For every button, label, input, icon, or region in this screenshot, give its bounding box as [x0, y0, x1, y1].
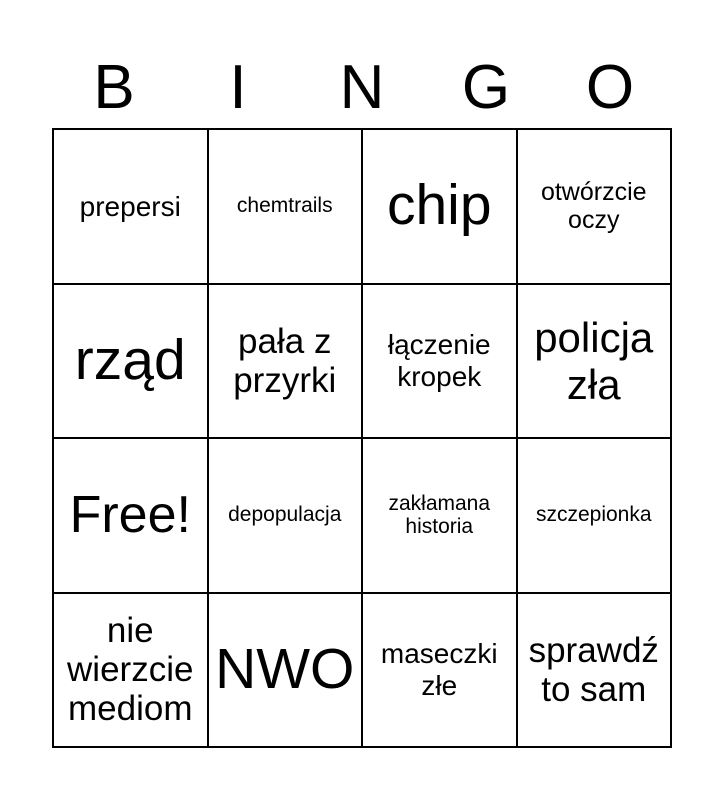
bingo-cell-free[interactable]: Free! [54, 439, 209, 594]
header-letter-g: G [461, 53, 511, 122]
bingo-cell[interactable]: NWO [209, 594, 364, 749]
bingo-cell[interactable]: pała z przyrki [209, 285, 364, 440]
bingo-cell[interactable]: policja zła [518, 285, 673, 440]
bingo-header [52, 50, 672, 126]
bingo-cell[interactable]: rząd [54, 285, 209, 440]
bingo-cell[interactable]: nie wierzcie mediom [54, 594, 209, 749]
header-letter-o: O [585, 53, 635, 122]
bingo-cell[interactable]: sprawdź to sam [518, 594, 673, 749]
bingo-cell[interactable]: łączenie kropek [363, 285, 518, 440]
bingo-cell[interactable]: otwórzcie oczy [518, 130, 673, 285]
bingo-cell[interactable]: szczepionka [518, 439, 673, 594]
header-letter-b: B [93, 53, 135, 122]
bingo-cell[interactable]: chip [363, 130, 518, 285]
bingo-cell[interactable]: depopulacja [209, 439, 364, 594]
bingo-cell[interactable]: prepersi [54, 130, 209, 285]
header-letter-i: I [229, 53, 247, 122]
bingo-cell[interactable]: zakłamana historia [363, 439, 518, 594]
header-letter-n: N [339, 53, 385, 122]
bingo-cell[interactable]: maseczki złe [363, 594, 518, 749]
bingo-cell[interactable]: chemtrails [209, 130, 364, 285]
bingo-board [52, 128, 672, 748]
